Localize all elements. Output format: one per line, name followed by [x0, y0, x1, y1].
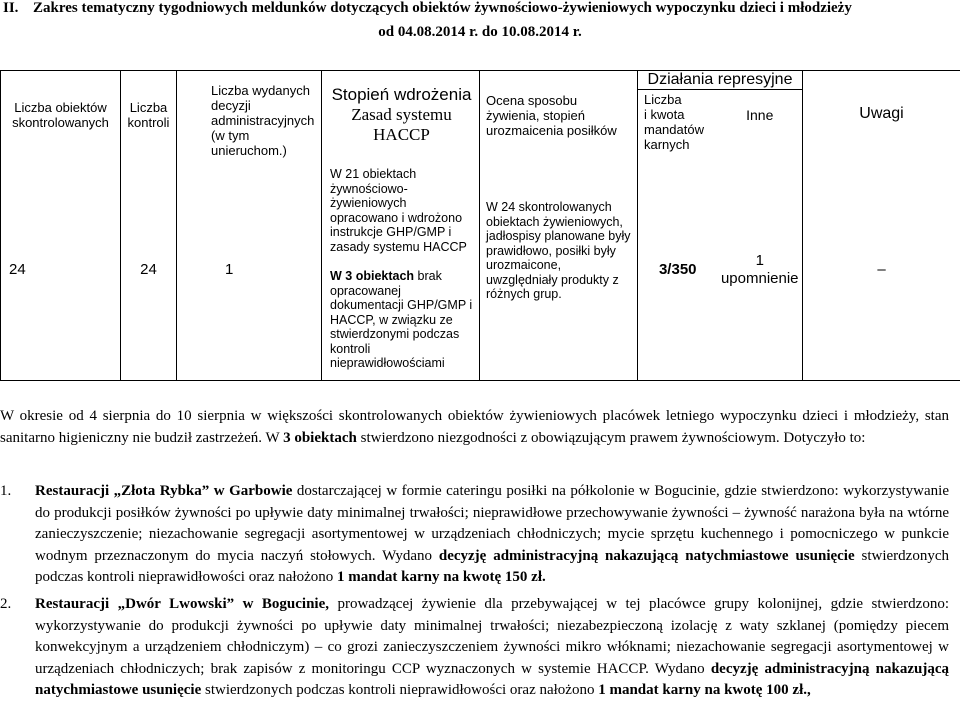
finding-1-decision: decyzję administracyjną nakazującą natychmiastowe usunięcie: [438, 547, 855, 564]
col-decyzje-header-l2: decyzji: [211, 98, 251, 113]
finding-2: [0, 594, 950, 702]
finding-2-text-2: stwierdzonych podczas kontroli nieprawidłowości oraz nałożono: [201, 682, 599, 698]
finding-1-subject: Restauracji „Złota Rybka” w Garbowie: [35, 483, 293, 499]
col-decyzje-header-l4: (w tym unieruchom.): [211, 128, 287, 158]
val-inne-text: upomnienie: [720, 269, 799, 287]
intro-text-1: W okresie od 4 sierpnia do 10 sierpnia w większości skontrolowanych obiektów żywieniowych placówek letniego wypoczynku dzieci i młodzieży, stan sanitarno higieniczny nie budził zastrzeżeń. W: [0, 408, 949, 446]
finding-1-number: 1.: [0, 483, 12, 499]
dzialania-header: Działania represyjne: [638, 71, 803, 90]
section-title-text: Zakres tematyczny tygodniowych meldunków dotyczących obiektów żywnościowo-żywieniowych wypoczynku dzieci i młodzieży: [33, 0, 852, 16]
intro-bold: 3 obiektach: [283, 429, 357, 446]
intro-paragraph: [0, 406, 949, 449]
finding-2-text-3: ,: [806, 682, 811, 698]
stopien-body-2: [330, 269, 473, 371]
val-decyzje: 1: [177, 160, 322, 381]
val-mandaty: 3/350: [638, 160, 718, 381]
finding-2-decision: decyzję administracyjną nakazującą natychmiastowe usunięcie: [35, 660, 949, 698]
finding-1-text-2: stwierdzonych podczas kontroli nieprawidłowości oraz nałożono: [35, 547, 949, 585]
stopien-body-2-rest: brak opracowanej dokumentacji GHP/GMP i HACCP, w związku ze stwierdzonymi podczas kontroli nieprawidłowościami: [330, 269, 473, 370]
val-inne-num: 1: [755, 251, 764, 269]
col-mandaty-header-l3: mandatów: [644, 122, 704, 137]
summary-table: [0, 70, 960, 381]
ocena-body: W 24 skontrolowanych obiektach żywieniowych, jadłospisy planowane były prawidłowo, posiłki były urozmaicone, uwzględniały produkty z różnych grup.: [486, 200, 631, 301]
intro-text-2: stwierdzono niezgodności z obowiązującym prawem żywnościowym. Dotyczyło to:: [356, 429, 866, 446]
finding-2-text-1: prowadzącej żywienie dla przebywającej w tej placówce grupy kolonijnej, gdzie stwierdzono: wykorzystywanie do produkcji żywności po upływie daty minimalnej trwałości; niezabezpieczoną izolację z waty szklanej (pomiędzy piecem konwekcyjnym a urządzeniem chłodniczym) – co grozi zanieczyszczeniem żywności mikro włóknami; niezachowanie segregacji asortymentowej w urządzeniach chłodniczych; brak zapisów z monitoringu CCP wyznaczonych w systemie HACCP. Wydano: [35, 596, 950, 677]
col-ocena-cell: [480, 71, 638, 381]
col-decyzje-header: [177, 71, 322, 160]
finding-2-subject: Restauracji „Dwór Lwowski” w Bogucinie,: [35, 596, 330, 612]
stopien-title-l3: HACCP: [373, 125, 430, 144]
col-inne-header: Inne: [718, 90, 803, 160]
col-decyzje-header-l1: Liczba wydanych: [211, 83, 310, 98]
ocena-header: Ocena sposobu żywienia, stopień urozmaicenia posiłków: [486, 93, 617, 138]
finding-1-fine: 1 mandat karny na kwotę 150 zł.: [337, 569, 546, 585]
period-line: od 04.08.2014 r. do 10.08.2014 r.: [378, 24, 582, 40]
finding-1: [0, 481, 949, 589]
val-kontrole: 24: [121, 160, 177, 381]
val-uwagi: –: [803, 160, 960, 381]
stopien-title-l1: Stopień wdrożenia: [331, 85, 472, 104]
col-mandaty-header-l4: karnych: [644, 137, 690, 152]
val-inne: [718, 160, 803, 381]
section-number: II.: [3, 0, 19, 16]
col-obiekty-header: Liczba obiektów skontrolowanych: [1, 71, 121, 160]
col-uwagi-header: Uwagi: [803, 71, 960, 160]
col-mandaty-header-l2: i kwota: [644, 107, 685, 122]
col-kontrole-header: Liczba kontroli: [121, 71, 177, 160]
finding-2-number: 2.: [0, 596, 12, 612]
val-obiekty: 24: [1, 160, 121, 381]
col-mandaty-header-l1: Liczba: [644, 92, 682, 107]
finding-2-fine: 1 mandat karny na kwotę 100 zł.: [598, 682, 807, 698]
section-title: [3, 0, 852, 17]
stopien-body-2-bold: W 3 obiektach: [330, 269, 415, 283]
col-mandaty-header: [638, 90, 718, 160]
col-stopien-cell: [322, 71, 480, 381]
stopien-title-l2: Zasad systemu: [351, 105, 452, 124]
finding-1-text-1: dostarczającej w formie cateringu posiłki na półkolonie w Bogucinie, gdzie stwierdzono: wykorzystywanie do produkcji posiłków żywności po upływie daty minimalnej trwałości; nieprawidłowe przechowywanie żywności – żywność narażona była na wtórne zanieczyszczenie; niezachowanie segregacji asortymentowej w urządzeniach chłodniczych; mycie sprzętu kuchennego i pomocniczego w punkcie wodnym przeznaczonym do mycia naczyń stołowych. Wydano: [35, 483, 949, 564]
stopien-body-1: W 21 obiektach żywnościowo-żywieniowych opracowano i wdrożono instrukcje GHP/GMP i zasady systemu HACCP: [330, 167, 467, 254]
col-decyzje-header-l3: administracyjnych: [211, 113, 315, 128]
